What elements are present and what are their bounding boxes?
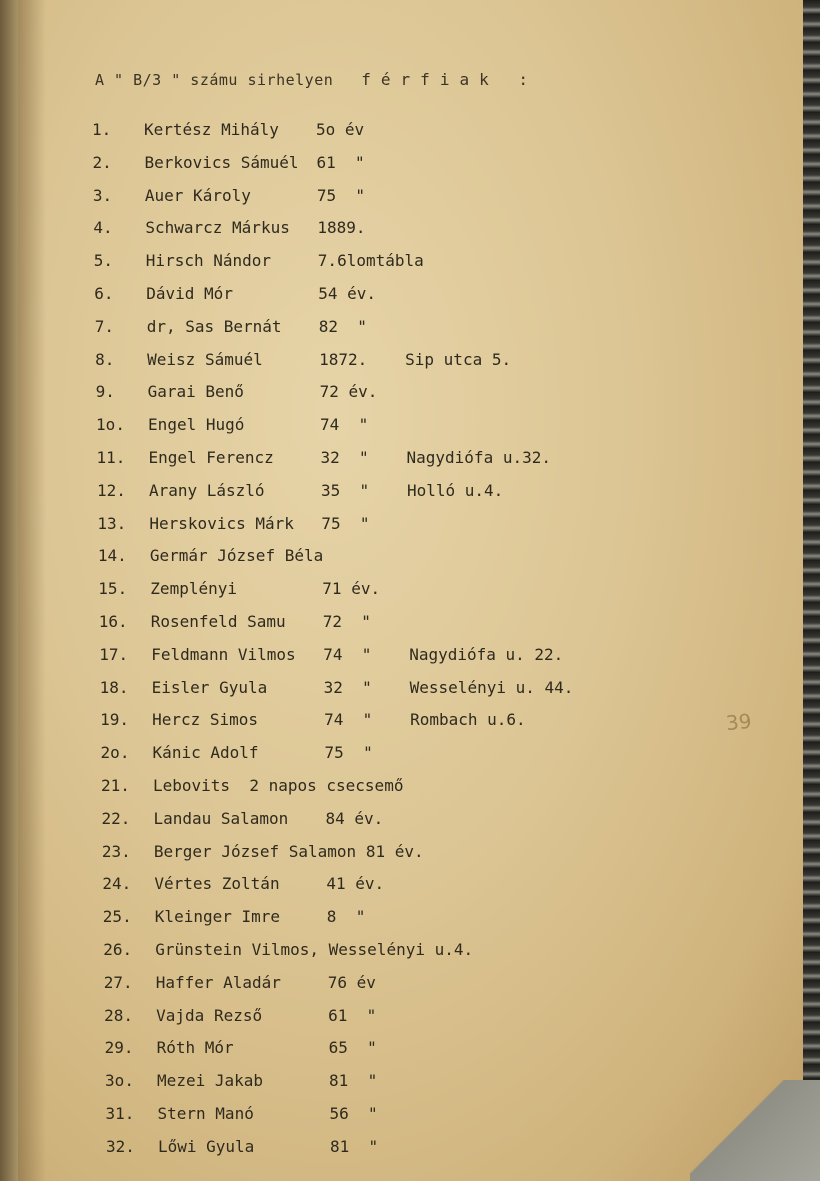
entry-number: 15. [98,579,128,599]
entry-age: 8 " [326,907,366,927]
entry-number: 6. [94,284,114,303]
entry-number: 2. [92,152,112,172]
entry-name: Hirsch Nándor [145,251,272,271]
list-item [92,120,690,144]
entry-age: 56 " [329,1104,378,1123]
entry-age: 54 év. [318,284,377,303]
list-item [96,382,690,406]
heading-word: férfiak : [361,70,538,89]
entry-name: Vajda Rezső [156,1005,263,1025]
entry-name: Auer Károly [144,185,251,205]
list-item [99,612,690,636]
entry-number: 8. [95,349,115,369]
list-item [100,710,690,734]
entry-name: Kleinger Imre [154,907,281,927]
entry-number: 3o. [105,1071,134,1091]
entry-age: 35 " [320,480,370,500]
entry-number: 3. [92,185,113,205]
entry-name: Berger József Salamon 81 év. [153,841,424,861]
entry-name: Germár József Béla [149,546,324,566]
heading-prefix: A " B/3 " számu sirhelyen [95,71,334,89]
entry-number: 16. [98,612,128,631]
entry-number: 21. [101,776,130,795]
entry-name: Dávid Mór [146,284,233,303]
entry-age: 41 év. [326,874,385,894]
entry-number: 14. [97,546,127,566]
list-item [103,907,690,931]
list-item [104,1006,690,1030]
entry-age: 75 " [324,743,373,763]
entry-name: Engel Hugó [148,415,245,435]
entry-name: Garai Benő [147,382,244,402]
entry-name: Weisz Sámuél [147,349,263,369]
entry-age: 81 " [329,1071,378,1091]
entry-age: 1889. [317,218,366,238]
page-corner [690,1080,820,1181]
entry-age: 65 " [328,1038,377,1058]
list-item [97,481,690,505]
entry-age: 75 " [316,185,366,205]
entry-address: Wesselényi u. 44. [409,677,574,697]
entry-number: 18. [99,677,129,697]
list-item [97,514,690,538]
document-heading [95,70,538,89]
page-number: 39 [724,708,753,736]
entry-number: 17. [99,644,129,664]
entry-number: 2o. [100,743,130,763]
entry-name: Eisler Gyula [151,677,268,697]
entry-number: 12. [96,480,126,500]
entry-number: 22. [101,808,131,828]
entry-address: Nagydiófa u. 22. [409,644,564,664]
entry-age: 32 " [320,448,369,467]
entry-name: Lőwi Gyula [157,1136,255,1156]
entry-name: Engel Ferencz [148,448,274,467]
list-item [96,415,690,439]
list-item [105,1071,690,1095]
entry-name: Hercz Simos [152,710,259,730]
entry-name: dr, Sas Bernát [146,316,282,336]
entry-name: Haffer Aladár [155,972,281,992]
entry-number: 4. [93,218,113,238]
entry-address: Holló u.4. [406,480,504,500]
entry-age: 82 " [318,316,367,336]
entry-number: 5. [93,251,114,271]
list-item [101,743,690,767]
entry-age: 81 " [329,1136,379,1156]
list-item [93,186,690,210]
entry-address: Sip utca 5. [405,349,512,369]
entry-number: 27. [103,972,133,992]
entry-address: Rombach u.6. [410,710,526,730]
entry-number: 11. [96,448,126,467]
entry-age: 75 " [321,513,370,533]
entry-age: 61 " [328,1005,377,1025]
list-item [97,448,691,472]
entry-name: Róth Mór [156,1038,234,1058]
list-item [101,809,690,833]
entry-number: 29. [104,1038,134,1058]
entry-number: 1o. [96,415,125,435]
list-item [98,546,690,570]
list-item [106,1137,690,1161]
entry-name: Kertész Mihály [144,120,279,139]
entry-age: 74 " [320,415,369,435]
entry-name: Landau Salamon [153,808,289,828]
entry-number: 24. [102,874,132,894]
entry-age: 74 " [324,710,373,730]
list-item [104,973,690,997]
entry-age: 5o év [316,120,365,139]
entry-number: 31. [105,1104,135,1123]
entry-name: Grünstein Vilmos, Wesselényi u.4. [155,940,474,959]
entry-age: 74 " [323,644,372,664]
list-item [95,350,690,374]
entry-name: Mezei Jakab [157,1071,264,1091]
entry-name: Zemplényi [150,579,237,599]
entry-name: Herskovics Márk [149,513,294,533]
list-item [95,317,690,341]
entry-age: 7.6lomtábla [317,251,424,271]
entry-number: 32. [105,1136,135,1156]
entry-number: 1. [92,120,112,139]
entry-name: Stern Manó [157,1104,254,1123]
entry-age: 32 " [323,677,372,697]
entry-number: 26. [103,940,133,959]
entry-number: 19. [100,710,129,730]
entry-name: Kánic Adolf [152,743,259,763]
entry-age: 61 " [316,152,365,172]
list-item [101,776,690,800]
entry-number: 9. [95,382,115,402]
entry-address: Nagydiófa u.32. [406,448,551,467]
entry-age: 72 " [322,612,371,631]
entry-name: Schwarcz Márkus [145,218,290,238]
list-item [105,1038,690,1062]
entry-age: 72 év. [319,382,378,402]
list-item [100,678,690,702]
entry-name: Arany László [148,480,265,500]
entry-name: Vértes Zoltán [154,874,280,894]
entry-age: 71 év. [322,579,381,599]
list-item [102,842,690,866]
entry-number: 7. [94,316,114,336]
list-item [98,579,690,603]
list-item [94,251,690,275]
entry-number: 23. [101,841,131,861]
list-item [99,645,690,669]
list-item [93,218,690,242]
list-item [106,1104,691,1128]
entry-number: 28. [104,1005,134,1025]
entry-name: Feldmann Vilmos [151,644,296,664]
page-shadow [18,0,46,1181]
list-item [94,284,690,308]
entry-name: Lebovits 2 napos csecsemő [153,776,404,795]
list-item [102,874,690,898]
list-item [92,153,690,177]
entry-age: 84 év. [325,808,384,828]
entry-name: Berkovics Sámuél [144,152,299,172]
entry-number: 25. [102,907,132,927]
entry-name: Rosenfeld Samu [150,612,286,631]
entry-age: 76 év [327,972,376,992]
list-item [103,940,690,964]
entry-number: 13. [97,513,127,533]
entry-age: 1872. [319,349,368,369]
